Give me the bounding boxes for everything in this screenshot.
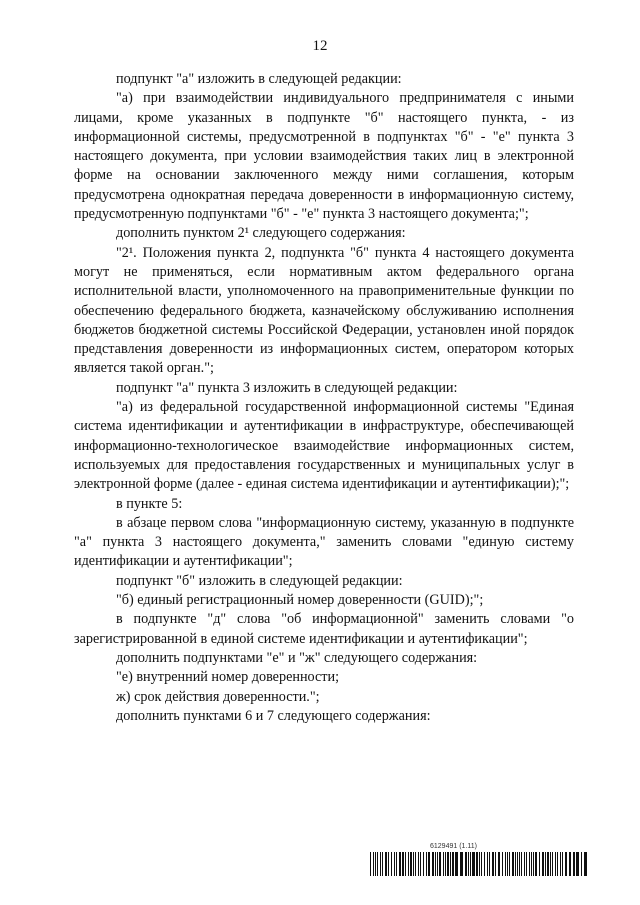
paragraph: подпункт "а" изложить в следующей редакции: [116,71,402,87]
document-body [74,70,574,726]
barcode-icon [370,852,590,876]
paragraph: в пункте 5: [116,495,183,512]
paragraph: "а) при взаимодействии индивидуального предпринимателя с иными лицами, кроме указанных в подпункте "б" настоящего пункта, - из информационной системы, предусмотренной в подпунктах "б" - "е" пункта 3 настоящего документа, при условии взаимодействия таких лиц в электронной форме на основании заключенного между ними соглашения, которым предусмотрена однократная передача доверенности в информационную систему, предусмотренную подпунктами "б" - "е" пункта 3 настоящего документа;"; [74,90,574,223]
paragraph: дополнить пунктом 2¹ следующего содержания: [116,225,406,242]
paragraph: "2¹. Положения пункта 2, подпункта "б" пункта 4 настоящего документа могут не применяться, если нормативным актом федерального органа исполнительной власти, уполномоченного на правоприменительные функции по обеспечению федерального бюджета, казначейскому обслуживанию исполнения бюджетов бюджетной системы Российской Федерации, установлен иной порядок представления доверенности из информационных систем, оператором которых является такой орган."; [74,244,574,377]
paragraph: в абзаце первом слова "информационную систему, указанную в подпункте "а" пункта 3 настоящего документа," заменить словами "единую систему идентификации и аутентификации"; [74,514,574,570]
page-number: 12 [312,38,328,54]
paragraph: "а) из федеральной государственной информационной системы "Единая система идентификации и аутентификации в инфраструктуре, обеспечивающей информационно-технологическое взаимодействие информационных систем, используемых для предоставления государственных и муниципальных услуг в электронной форме (далее - единая система идентификации и аутентификации);"; [74,399,574,493]
paragraph: дополнить пунктами 6 и 7 следующего содержания: [116,707,431,724]
paragraph: "б) единый регистрационный номер доверенности (GUID);"; [116,592,484,609]
paragraph: подпункт "а" пункта 3 изложить в следующей редакции: [116,379,458,396]
paragraph: подпункт "б" изложить в следующей редакции: [116,572,403,589]
paragraph: дополнить подпунктами "е" и "ж" следующего содержания: [116,649,478,666]
barcode-label: 6129491 (1.11) [430,843,477,850]
paragraph: в подпункте "д" слова "об информационной" заменить словами "о зарегистрированной в единой системе идентификации и аутентификации"; [74,611,574,647]
paragraph: ж) срок действия доверенности."; [116,688,320,705]
paragraph: "е) внутренний номер доверенности; [116,669,340,686]
